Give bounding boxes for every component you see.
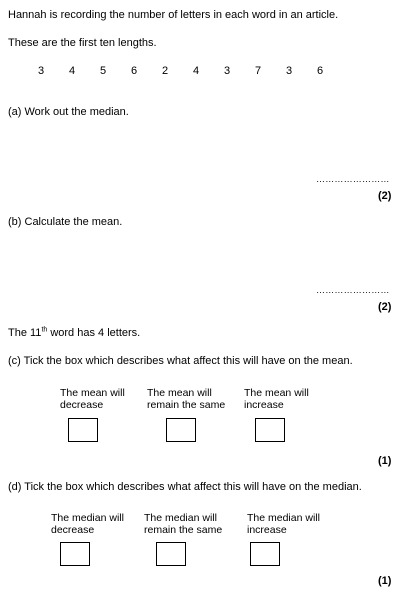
option-label-line: increase <box>244 399 284 411</box>
option-label-line: The mean will <box>147 387 212 399</box>
option-d-same-label <box>144 512 222 536</box>
answer-line-a[interactable]: …………………… <box>316 174 390 184</box>
word-length: 5 <box>100 65 107 77</box>
option-label-line: The median will <box>144 512 217 524</box>
option-label-line: The median will <box>51 512 124 524</box>
eleventh-superscript: th <box>41 326 48 334</box>
intro-subtext: These are the first ten lengths. <box>8 37 157 49</box>
question-b: (b) Calculate the mean. <box>8 216 123 228</box>
word-length: 6 <box>317 65 324 77</box>
checkbox-mean-decrease[interactable] <box>68 418 98 442</box>
intro-sentence: Hannah is recording the number of letters in each word in an article. <box>8 9 339 21</box>
word-length: 2 <box>162 65 169 77</box>
option-c-increase-label <box>244 387 309 411</box>
marks-b: (2) <box>378 301 392 313</box>
marks-a: (2) <box>378 190 392 202</box>
option-label-line: decrease <box>51 524 95 536</box>
word-length: 7 <box>255 65 262 77</box>
word-length: 3 <box>38 65 45 77</box>
checkbox-median-same[interactable] <box>156 542 186 566</box>
word-length: 4 <box>193 65 200 77</box>
checkbox-median-decrease[interactable] <box>60 542 90 566</box>
option-d-decrease-label <box>51 512 124 536</box>
eleventh-word-statement <box>8 327 140 339</box>
option-label-line: remain the same <box>147 399 226 411</box>
option-d-increase-label <box>247 512 320 536</box>
word-length: 3 <box>286 65 293 77</box>
option-c-decrease-label <box>60 387 125 411</box>
marks-d: (1) <box>378 575 392 587</box>
option-label-line: remain the same <box>144 524 223 536</box>
eleventh-prefix: The 11 <box>8 327 42 339</box>
question-a: (a) Work out the median. <box>8 106 129 118</box>
question-d: (d) Tick the box which describes what affect this will have on the median. <box>8 481 362 493</box>
checkbox-mean-increase[interactable] <box>255 418 285 442</box>
option-label-line: The median will <box>247 512 320 524</box>
eleventh-suffix: word has 4 letters. <box>47 327 141 339</box>
option-c-same-label <box>147 387 225 411</box>
word-length: 4 <box>69 65 76 77</box>
option-label-line: The mean will <box>244 387 309 399</box>
word-lengths-list <box>38 65 348 77</box>
option-label-line: The mean will <box>60 387 125 399</box>
checkbox-median-increase[interactable] <box>250 542 280 566</box>
marks-c: (1) <box>378 455 392 467</box>
word-length: 3 <box>224 65 231 77</box>
word-length: 6 <box>131 65 138 77</box>
answer-line-b[interactable]: …………………… <box>316 285 390 295</box>
option-label-line: increase <box>247 524 287 536</box>
checkbox-mean-same[interactable] <box>166 418 196 442</box>
option-label-line: decrease <box>60 399 104 411</box>
question-c: (c) Tick the box which describes what affect this will have on the mean. <box>8 355 353 367</box>
